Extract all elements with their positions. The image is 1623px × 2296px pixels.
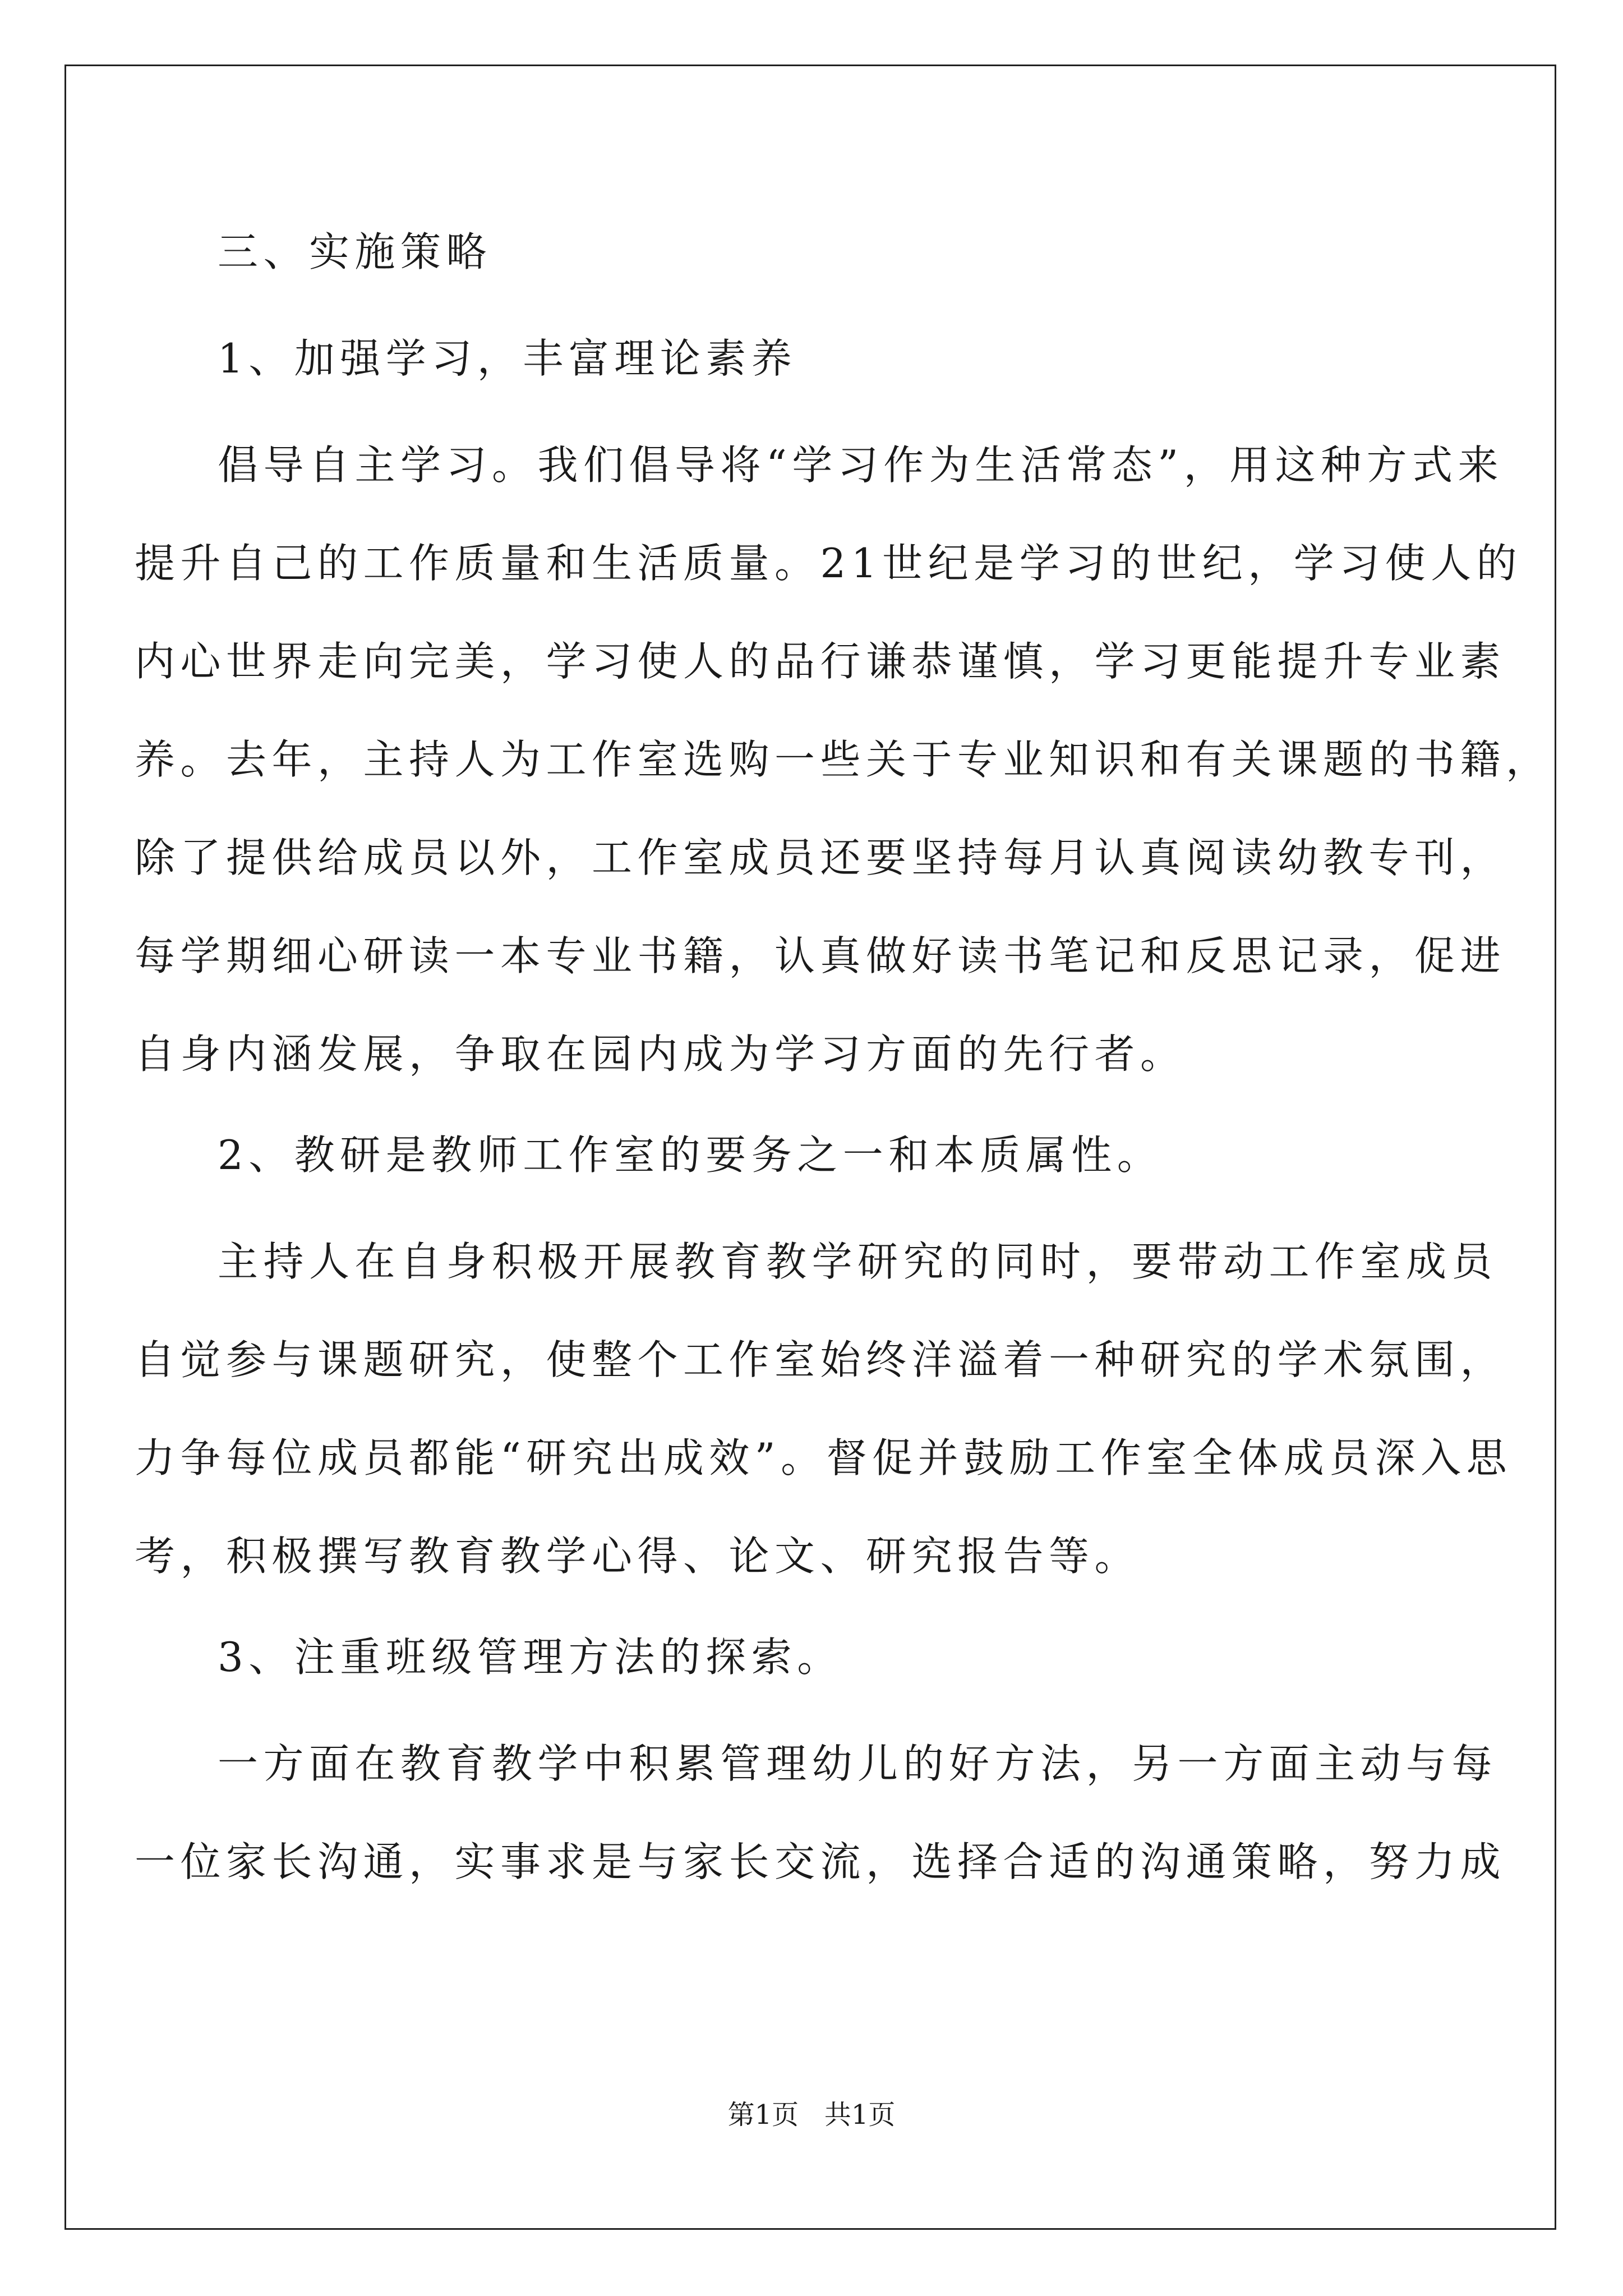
section-heading: 三、实施策略 [218,228,492,275]
page-number-footer: 第1页 共1页 [727,2099,896,2131]
paragraph-line: 力争每位成员都能“研究出成效”。督促并鼓励工作室全体成员深入思 [135,1434,1513,1481]
paragraph-line: 养。去年，主持人为工作室选购一些关于专业知识和有关课题的书籍， [135,736,1552,783]
subheading: 3、注重班级管理方法的探索。 [218,1634,843,1681]
paragraph-line: 提升自己的工作质量和生活质量。21世纪是学习的世纪，学习使人的 [135,540,1523,587]
paragraph-line: 自身内涵发展，争取在园内成为学习方面的先行者。 [135,1030,1186,1078]
paragraph-line: 自觉参与课题研究，使整个工作室始终洋溢着一种研究的学术氛围， [135,1336,1506,1383]
paragraph-line: 除了提供给成员以外，工作室成员还要坚持每月认真阅读幼教专刊， [135,834,1506,881]
paragraph-line: 一方面在教育教学中积累管理幼儿的好方法，另一方面主动与每 [218,1740,1498,1787]
paragraph-line: 内心世界走向完美，学习使人的品行谦恭谨慎，学习更能提升专业素 [135,638,1506,685]
paragraph-line: 考，积极撰写教育教学心得、论文、研究报告等。 [135,1533,1141,1580]
paragraph-line: 一位家长沟通，实事求是与家长交流，选择合适的沟通策略，努力成 [135,1838,1506,1885]
paragraph-line: 主持人在自身积极开展教育教学研究的同时，要带动工作室成员 [218,1238,1498,1285]
subheading: 1、加强学习，丰富理论素养 [218,335,797,382]
paragraph-line: 倡导自主学习。我们倡导将“学习作为生活常态”，用这种方式来 [218,441,1504,489]
subheading: 2、教研是教师工作室的要务之一和本质属性。 [218,1131,1163,1179]
paragraph-line: 每学期细心研读一本专业书籍，认真做好读书笔记和反思记录，促进 [135,932,1506,979]
